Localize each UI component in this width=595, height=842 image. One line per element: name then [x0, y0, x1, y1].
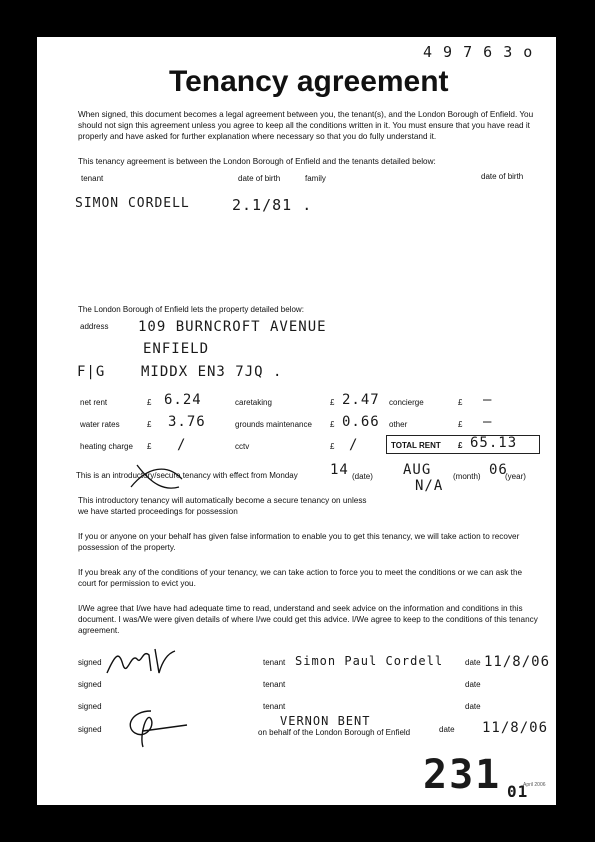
date-caption: (date)	[352, 472, 373, 481]
other-label: other	[389, 420, 408, 429]
reference-number: 4 9 7 6 3 o	[423, 43, 534, 61]
total-rent-label: TOTAL RENT	[391, 441, 441, 450]
cctv-value: /	[349, 437, 359, 453]
address-flat-prefix: F|G	[77, 364, 106, 380]
page-suffix-handwritten: 01	[507, 782, 529, 801]
between-paragraph: This tenancy agreement is between the London Borough of Enfield and the tenants detailed below:	[78, 157, 436, 166]
signed-label-1: signed	[78, 658, 102, 667]
intro-paragraph: When signed, this document becomes a legal agreement between you, the tenant(s), and the London Borough of Enfield. You should not sign this agreement unless you agree to keep all the conditions written in it. You must ensure that you have read it properly and have asked for further explanation where necessary so that you do fully understand it.	[78, 110, 534, 141]
water-rates-label: water rates	[80, 420, 120, 429]
caretaking-label: caretaking	[235, 398, 272, 407]
grounds-maintenance-currency: £	[330, 420, 335, 429]
grounds-maintenance-value: 0.66	[342, 414, 380, 430]
date-label-3: date	[465, 702, 481, 711]
year-caption: (year)	[505, 472, 526, 481]
footer-date: April 2006	[523, 782, 546, 788]
tenant-label-2: tenant	[263, 680, 286, 689]
tenant-label-1: tenant	[263, 658, 286, 667]
officer-sign-date-handwritten: 11/8/06	[482, 720, 549, 736]
concierge-currency: £	[458, 398, 463, 407]
heating-charge-label: heating charge	[80, 442, 133, 451]
lets-paragraph: The London Borough of Enfield lets the property detailed below:	[78, 305, 304, 314]
effect-day-handwritten: 14	[330, 462, 349, 478]
strike-through-mark	[127, 457, 187, 497]
page-title: Tenancy agreement	[169, 65, 449, 98]
water-rates-currency: £	[147, 420, 152, 429]
other-value: —	[483, 414, 493, 430]
net-rent-value: 6.24	[164, 392, 202, 408]
address-line-1: 109 BURNCROFT AVENUE	[138, 319, 327, 335]
page-number-handwritten: 231	[423, 752, 502, 798]
address-line-3: MIDDX EN3 7JQ .	[141, 364, 283, 380]
effect-month-handwritten: AUG	[403, 462, 432, 478]
tenant-name-handwritten: SIMON CORDELL	[75, 196, 190, 211]
address-line-2: ENFIELD	[143, 341, 210, 357]
introductory-paragraph: This introductory tenancy will automatically become a secure tenancy on unless we have started proceedings for possession	[78, 496, 367, 516]
tenant-sign-date-handwritten: 11/8/06	[484, 654, 551, 670]
officer-signature-scribble	[121, 705, 191, 750]
dob-header: date of birth	[238, 174, 281, 183]
total-rent-value: 65.13	[470, 435, 518, 451]
other-currency: £	[458, 420, 463, 429]
tenant-header: tenant	[81, 174, 104, 183]
tenant-dob-handwritten: 2.1/81 .	[232, 196, 313, 214]
agreement-paragraph: I/We agree that I/we have had adequate time to read, understand and seek advice on the information and conditions in this document. I was/We were given details of where I/we could get this advice. I/We agree to keep to the conditions of this tenancy agreement.	[78, 604, 538, 635]
heating-charge-value: /	[177, 437, 187, 453]
family-dob-header: date of birth	[481, 172, 524, 181]
on-behalf-label: on behalf of the London Borough of Enfield	[258, 728, 411, 737]
caretaking-currency: £	[330, 398, 335, 407]
net-rent-currency: £	[147, 398, 152, 407]
water-rates-value: 3.76	[168, 414, 206, 430]
signed-label-3: signed	[78, 702, 102, 711]
heating-charge-currency: £	[147, 442, 152, 451]
date-label-4: date	[439, 725, 455, 734]
date-label-1: date	[465, 658, 481, 667]
false-info-paragraph: If you or anyone on your behalf has given false information to enable you to get this tenancy, we will take action to recover possession of the property.	[78, 532, 520, 552]
month-caption: (month)	[453, 472, 481, 481]
net-rent-label: net rent	[80, 398, 108, 407]
signed-label-4: signed	[78, 725, 102, 734]
tenant-signature-scribble	[105, 645, 185, 680]
effect-year-handwritten: 06	[489, 462, 508, 478]
effect-note-handwritten: N/A	[415, 478, 444, 494]
break-conditions-paragraph: If you break any of the conditions of your tenancy, we can take action to force you to meet the conditions or we can ask the court for permission to evict you.	[78, 568, 523, 588]
family-header: family	[305, 174, 326, 183]
signed-label-2: signed	[78, 680, 102, 689]
cctv-currency: £	[330, 442, 335, 451]
concierge-value: —	[483, 392, 493, 408]
total-rent-currency: £	[458, 441, 463, 450]
tenant-signature-handwritten: Simon Paul Cordell	[295, 654, 444, 668]
cctv-label: cctv	[235, 442, 250, 451]
concierge-label: concierge	[389, 398, 424, 407]
address-label: address	[80, 322, 109, 331]
document-page	[37, 37, 556, 805]
date-label-2: date	[465, 680, 481, 689]
caretaking-value: 2.47	[342, 392, 380, 408]
tenant-label-3: tenant	[263, 702, 286, 711]
officer-name-handwritten: VERNON BENT	[280, 714, 371, 728]
grounds-maintenance-label: grounds maintenance	[235, 420, 312, 429]
tenancy-effect-text: This is an introductory/secure tenancy with effect from Monday	[76, 471, 298, 480]
